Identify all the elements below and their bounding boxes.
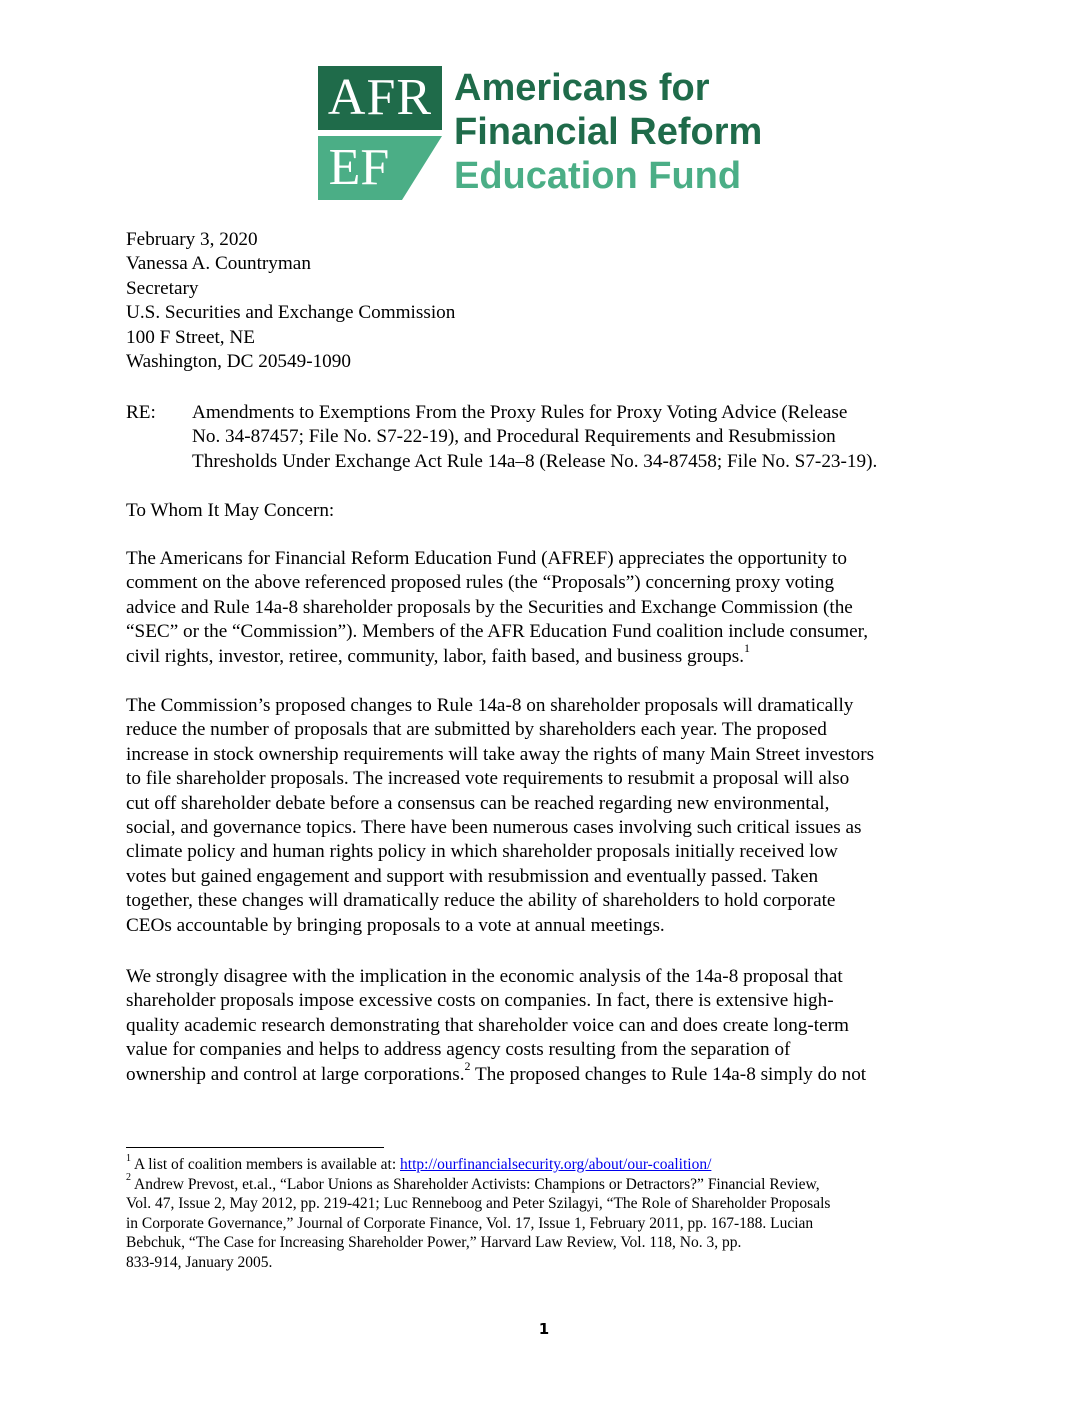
recipient-street: 100 F Street, NE [126, 326, 255, 348]
paragraph-line: “SEC” or the “Commission”). Members of the AFR Education Fund coalition include consumer, [126, 621, 869, 643]
footnotes [126, 1152, 966, 1273]
paragraph-line-last [126, 641, 966, 669]
coalition-link[interactable]: http://ourfinancialsecurity.org/about/our-coalition/ [400, 1156, 712, 1173]
paragraph-line: to file shareholder proposals. The increased vote requirements to resubmit a proposal will also [126, 768, 850, 790]
paragraph-line: quality academic research demonstrating that shareholder voice can and does create long-term [126, 1014, 849, 1036]
subject-text [192, 401, 972, 474]
footnote-text: A list of coalition members is available at: [131, 1156, 401, 1173]
paragraph-line: shareholder proposals impose excessive costs on companies. In fact, there is extensive high- [126, 990, 834, 1012]
paragraph-line: votes but gained engagement and support with resubmission and eventually passed. Taken [126, 865, 819, 887]
footnote-text: Andrew Prevost, et.al., “Labor Unions as Shareholder Activists: Champions or Detractors?” Financial Review, [131, 1175, 820, 1193]
recipient-organization: U.S. Securities and Exchange Commission [126, 302, 456, 324]
paragraph-line: The Commission’s proposed changes to Rule 14a-8 on shareholder proposals will dramatically [126, 695, 854, 716]
afref-logo [318, 66, 788, 204]
paragraph-line: reduce the number of proposals that are submitted by shareholders each year. The proposed [126, 719, 827, 741]
paragraph-intro [126, 547, 966, 669]
logo-ef-box [318, 136, 442, 200]
address-block [126, 228, 966, 374]
salutation: To Whom It May Concern: [126, 500, 335, 521]
logo-ef-text: EF [328, 139, 390, 196]
footnote-line: Vol. 47, Issue 2, May 2012, pp. 219-421; Luc Renneboog and Peter Szilagyi, “The Role of Shareholder Proposals [126, 1195, 831, 1213]
subject-line: Thresholds Under Exchange Act Rule 14a–8 (Release No. 34-87458; File No. S7-23-19). [192, 450, 878, 472]
footnote-ref-2[interactable]: 2 [464, 1059, 471, 1074]
subject-label: RE: [126, 402, 156, 423]
paragraph-line: climate policy and human rights policy in which shareholder proposals initially received low [126, 841, 838, 863]
logo-line-3: Education Fund [454, 155, 742, 197]
logo-line-1: Americans for [454, 67, 710, 109]
paragraph-line: We strongly disagree with the implication in the economic analysis of the 14a-8 proposal that [126, 966, 843, 987]
footnote-line: Bebchuk, “The Case for Increasing Shareholder Power,” Harvard Law Review, Vol. 118, No. 3, pp. [126, 1234, 742, 1252]
paragraph-line-last [126, 1059, 966, 1087]
footnote-1 [126, 1152, 966, 1175]
paragraph-line: cut off shareholder debate before a consensus can be reached regarding new environmental, [126, 792, 830, 814]
paragraph-line-text: civil rights, investor, retiree, community, labor, faith based, and business groups. [126, 645, 745, 667]
paragraph-line: value for companies and helps to address agency costs resulting from the separation of [126, 1039, 791, 1061]
logo-afr-box [318, 66, 442, 130]
page-number: 1 [538, 1320, 550, 1338]
subject-line: No. 34-87457; File No. S7-22-19), and Procedural Requirements and Resubmission [192, 426, 836, 448]
recipient-name: Vanessa A. Countryman [126, 253, 311, 275]
footnote-separator [126, 1147, 384, 1148]
footnote-line: 833-914, January 2005. [126, 1253, 273, 1271]
footnote-2 [126, 1172, 966, 1195]
recipient-city: Washington, DC 20549-1090 [126, 351, 351, 373]
footnote-ref-1[interactable]: 1 [744, 641, 751, 656]
paragraph-line: CEOs accountable by bringing proposals to a vote at annual meetings. [126, 914, 665, 936]
logo-afr-text: AFR [327, 69, 433, 126]
footnote-line: in Corporate Governance,” Journal of Corporate Finance, Vol. 17, Issue 1, February 2011, pp. 167-188. Lucian [126, 1214, 814, 1232]
footnote-number: 1 [126, 1152, 131, 1164]
footnote-number: 2 [126, 1172, 131, 1184]
paragraph-line-text: The proposed changes to Rule 14a-8 simply do not [470, 1063, 867, 1085]
paragraph-line: increase in stock ownership requirements will take away the rights of many Main Street investors [126, 743, 875, 765]
paragraph-line: comment on the above referenced proposed rules (the “Proposals”) concerning proxy voting [126, 572, 835, 594]
paragraph-economic-analysis [126, 965, 966, 1087]
paragraph-line: advice and Rule 14a-8 shareholder proposals by the Securities and Exchange Commission (the [126, 596, 853, 618]
paragraph-line: The Americans for Financial Reform Education Fund (AFREF) appreciates the opportunity to [126, 548, 847, 569]
subject-line: Amendments to Exemptions From the Proxy Rules for Proxy Voting Advice (Release [192, 402, 848, 423]
paragraph-line: social, and governance topics. There have been numerous cases involving such critical issues as [126, 817, 862, 839]
paragraph-rule-changes [126, 694, 966, 938]
logo-wordmark [454, 66, 762, 198]
paragraph-line: together, these changes will dramatically reduce the ability of shareholders to hold corporate [126, 890, 836, 912]
recipient-title: Secretary [126, 277, 199, 299]
logo-line-2: Financial Reform [454, 111, 763, 153]
paragraph-line-text: ownership and control at large corporations. [126, 1063, 465, 1085]
date-line: February 3, 2020 [126, 229, 258, 250]
